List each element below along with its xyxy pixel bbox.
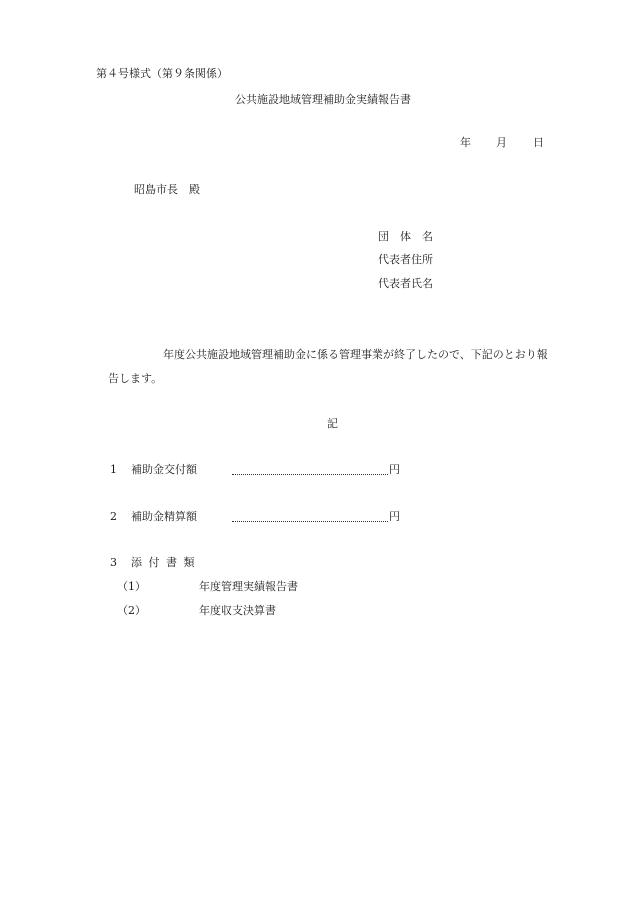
attachment-2-text: 年度収支決算書 [199,604,276,617]
document-title: 公共施設地域管理補助金実績報告書 [235,93,411,106]
ki-heading: 記 [327,417,338,430]
item-3-label: 添 付 書 類 [131,556,195,569]
report-body-line-1: 年度公共施設地域管理補助金に係る管理事業が終了したので、下記のとおり報 [163,348,548,361]
date-month-label: 月 [496,136,507,149]
item-2-unit: 円 [389,510,400,523]
addressee: 昭島市長 殿 [134,183,200,196]
attachment-2-number: （2） [117,604,146,617]
item-1-amount-line [232,474,388,475]
representative-address-label: 代表者住所 [378,253,433,266]
item-2-amount-line [232,521,388,522]
attachment-1-number: （1） [117,580,146,593]
date-day-label: 日 [533,136,544,149]
form-number-label: 第４号様式（第９条関係） [96,67,228,80]
item-2-number: 2 [110,510,117,523]
date-year-label: 年 [460,136,471,149]
item-2-label: 補助金精算額 [131,510,197,523]
representative-name-label: 代表者氏名 [378,277,433,290]
item-1-unit: 円 [389,463,400,476]
item-1-label: 補助金交付額 [131,463,197,476]
item-3-number: 3 [110,556,117,569]
report-body-line-2: 告します。 [108,372,163,385]
attachment-1-text: 年度管理実績報告書 [199,580,298,593]
organization-name-label: 団 体 名 [378,230,433,243]
item-1-number: 1 [110,463,117,476]
